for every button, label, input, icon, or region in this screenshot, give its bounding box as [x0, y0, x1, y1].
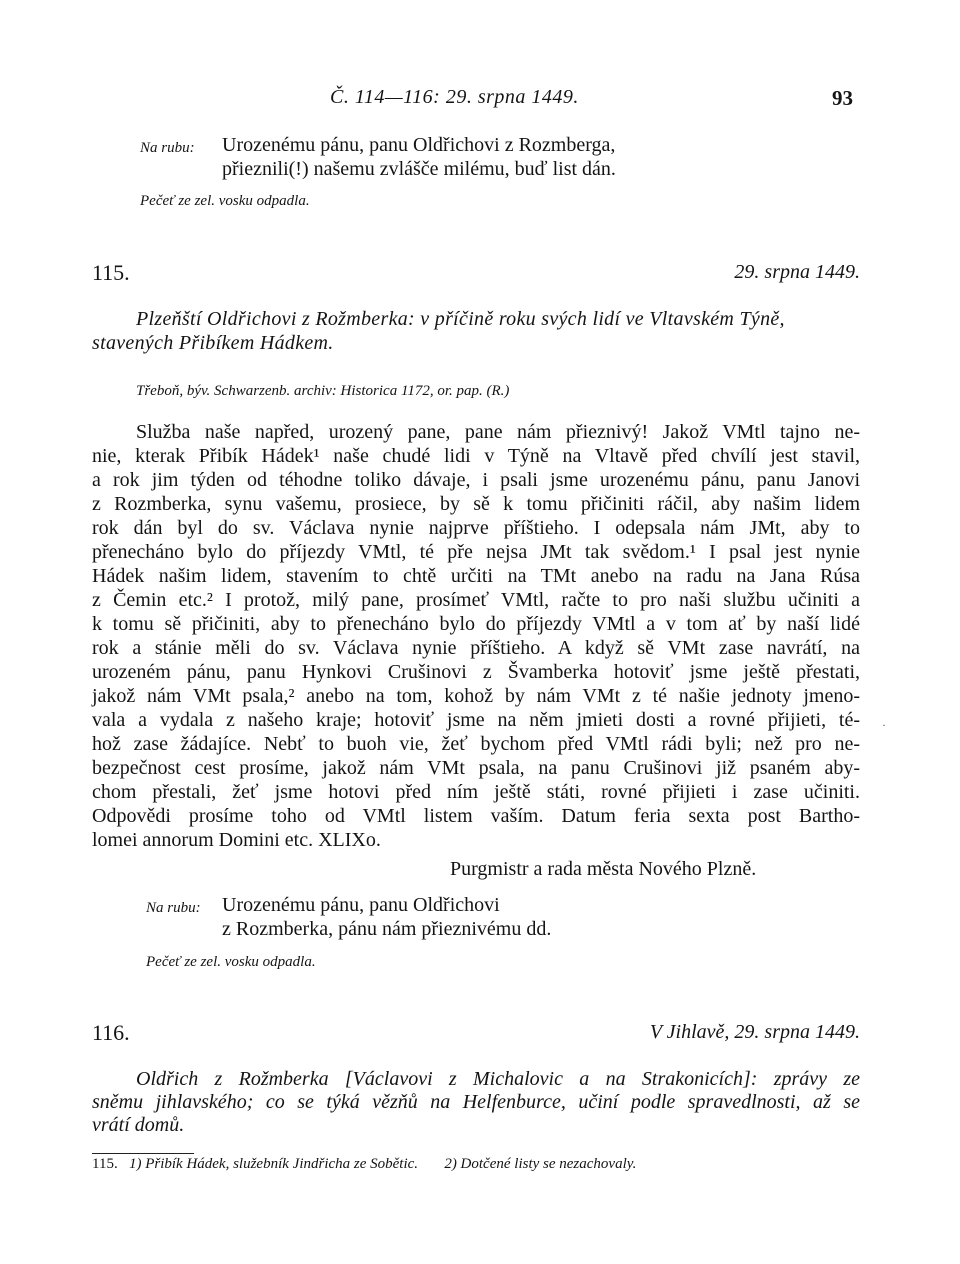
- running-header: Č. 114—116: 29. srpna 1449.: [330, 86, 579, 108]
- address-line: z Rozmberka, pánu nám přieznivému dd.: [222, 918, 552, 940]
- body-line: urozeném pánu, panu Hynkovi Crušinovi z Švamberka hotoviť jsme ještě přestati,: [92, 661, 860, 683]
- seal-note: Pečeť ze zel. vosku odpadla.: [146, 954, 316, 970]
- body-line: Služba naše napřed, urozený pane, pane nám přieznivý! Jakož VMtl tajno ne-: [136, 421, 860, 443]
- body-line: vala a vydala z našeho kraje; hotoviť jsme na něm jmieti dosti a rovné přijieti, té-: [92, 709, 860, 731]
- regest-line: stavených Přibíkem Hádkem.: [92, 332, 334, 354]
- document-date: V Jihlavě, 29. srpna 1449.: [649, 1021, 860, 1043]
- na-rubu-label: Na rubu:: [140, 140, 195, 156]
- document-date: 29. srpna 1449.: [734, 261, 860, 283]
- regest-line: sněmu jihlavského; co se týká vězňů na Helfenburce, učiní podle spravedlnosti, až se: [92, 1091, 860, 1113]
- letter-body: [92, 420, 860, 852]
- body-line: jakož nám VMt psala,² anebo na tom, kohož by nám VMt z té našie jednoty jmeno-: [92, 685, 860, 707]
- regest-line: Oldřich z Rožmberka [Václavovi z Michalovic a na Strakonicích]: zprávy ze: [136, 1068, 860, 1090]
- body-line: přenecháno bylo do příjezdy VMtl, té pře nejsa JMt tak svědom.¹ I psal jest nynie: [92, 541, 860, 563]
- body-line: Hádek našim lidem, stavením to chtě určiti na TMt anebo na radu na Jana Rúsa: [92, 565, 860, 587]
- regest-116: [92, 1068, 860, 1137]
- document-number: 115.: [92, 260, 130, 285]
- regest-line: Plzeňští Oldřichovi z Rožmberka: v příčině roku svých lidí ve Vltavském Týně,: [136, 308, 785, 330]
- seal-note: Pečeť ze zel. vosku odpadla.: [140, 193, 310, 209]
- na-rubu-label: Na rubu:: [146, 900, 201, 916]
- archival-source: Třeboň, býv. Schwarzenb. archiv: Historica 1172, or. pap. (R.): [136, 383, 510, 399]
- footnote-ref: 115.: [92, 1156, 118, 1172]
- footnote: 2) Dotčené listy se nezachovaly.: [444, 1156, 637, 1172]
- body-line: nie, kterak Přibík Hádek¹ naše chudé lidi v Týně na Vltavě před chvílí jest stavil,: [92, 445, 860, 467]
- body-line: lomei annorum Domini etc. XLIXo.: [92, 829, 381, 851]
- body-line: chom přestali, žeť jsme hotovi před ním ještě státi, rovné přijieti i zase učiniti.: [92, 781, 860, 803]
- footnotes: [92, 1156, 636, 1173]
- regest-line: vrátí domů.: [92, 1114, 185, 1136]
- body-line: rok a stánie měli do sv. Václava nynie příštieho. A když sě VMt zase navrátí, na: [92, 637, 860, 659]
- body-line: z Čemin etc.² I protož, milý pane, prosímeť VMtl, račte to pro naši službu učiniti a: [92, 589, 860, 611]
- body-line: Odpovědi prosíme toho od VMtl listem vaším. Datum feria sexta post Bartho-: [92, 805, 860, 827]
- footnote: 1) Přibík Hádek, služebník Jindřicha ze Sobětic.: [128, 1156, 419, 1172]
- body-line: rok dán byl do sv. Václava nynie najprve příštieho. I odepsala nám JMt, aby to: [92, 517, 860, 539]
- document-number: 116.: [92, 1020, 130, 1045]
- address-line: přieznili(!) našemu zvlášče milému, buď list dán.: [222, 158, 616, 180]
- signature: Purgmistr a rada města Nového Plzně.: [450, 858, 757, 880]
- body-line: k tomu sě přičiniti, aby to přenecháno bylo do příjezdy VMtl a v tom ať by naší lidé: [92, 613, 860, 635]
- body-line: hož zase žádajíce. Nebť to buoh vie, žeť bychom před VMtl rádi byli; než pro ne-: [92, 733, 860, 755]
- address-line: Urozenému pánu, panu Oldřichovi: [222, 894, 500, 916]
- margin-mark: ·: [882, 718, 886, 732]
- address-line: Urozenému pánu, panu Oldřichovi z Rozmberga,: [222, 134, 616, 156]
- footnote-rule: [92, 1153, 194, 1154]
- body-line: bezpečnost cest prosíme, jakož nám VMt psala, na panu Crušinovi již psaném aby-: [92, 757, 860, 779]
- body-line: z Rozmberka, synu vašemu, prosiece, by sě k tomu přičiniti ráčil, aby našim lidem: [92, 493, 860, 515]
- page-number: 93: [832, 86, 853, 110]
- body-line: a rok jim týden od téhodne toliko dávaje, i psali jsme urozenému pánu, panu Janovi: [92, 469, 860, 491]
